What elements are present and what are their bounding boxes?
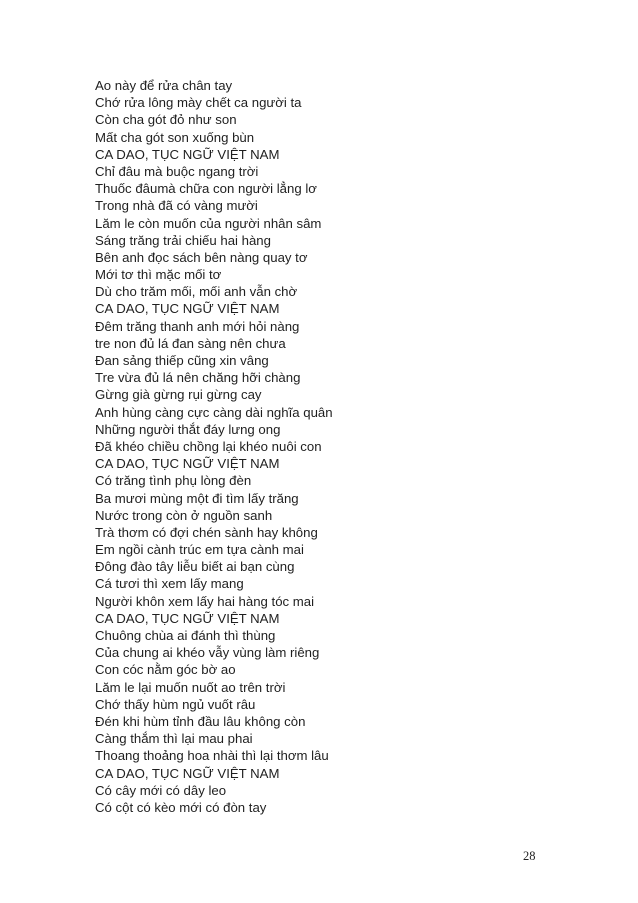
verse-line: Càng thắm thì lại mau phai (95, 731, 253, 747)
section-heading: CA DAO, TỤC NGỮ VIỆT NAM (95, 456, 280, 472)
verse-line: tre non đủ lá đan sàng nên chưa (95, 335, 286, 351)
verse-line: Thoang thoảng hoa nhài thì lại thơm lâu (95, 748, 329, 764)
verse-line: Chỉ đâu mà buộc ngang trời (95, 163, 259, 179)
verse-line: Em ngồi cành trúc em tựa cành mai (95, 542, 304, 558)
verse-line: Đan sảng thiếp cũng xin vâng (95, 353, 269, 368)
verse-line: Dù cho trăm mối, mối anh vẫn chờ (95, 284, 298, 300)
verse-line: Trong nhà đã có vàng mười (95, 198, 258, 214)
verse-line: Những người thắt đáy lưng ong (95, 421, 281, 437)
verse-line: Mới tơ thì mặc mối tơ (95, 267, 222, 283)
verse-line: Thuốc đâumà chữa con người lẳng lơ (95, 181, 317, 197)
verse-line: Của chung ai khéo vẫy vùng làm riêng (95, 645, 320, 661)
page-number: 28 (523, 849, 536, 863)
verse-line: Có trăng tình phụ lòng đèn (95, 473, 252, 489)
verse-line: Con cóc nằm góc bờ ao (95, 662, 236, 678)
section-heading: CA DAO, TỤC NGỮ VIỆT NAM (95, 301, 280, 317)
verse-line: Mất cha gót son xuống bùn (95, 129, 255, 145)
verse-line: Nước trong còn ở nguồn sanh (95, 507, 273, 523)
verse-line: Đông đào tây liễu biết ai bạn cùng (95, 559, 295, 575)
verse-line: Ba mươi mùng một đi tìm lấy trăng (95, 490, 299, 506)
verse-line: Chớ rửa lông mày chết ca người ta (95, 95, 302, 111)
verse-line: Đêm trăng thanh anh mới hỏi nàng (95, 318, 300, 334)
verse-line: Còn cha gót đỏ như son (95, 112, 237, 128)
verse-line: Đã khéo chiều chồng lại khéo nuôi con (95, 438, 322, 454)
verse-line: Anh hùng càng cực càng dài nghĩa quân (95, 404, 333, 420)
verse-line: Người khôn xem lấy hai hàng tóc mai (95, 593, 315, 609)
verse-line: Cá tươi thì xem lấy mang (95, 576, 244, 592)
verse-line: Sáng trăng trải chiếu hai hàng (95, 232, 271, 248)
verse-line: Lăm le lại muốn nuốt ao trên trời (95, 679, 286, 695)
verse-line: Ao này để rửa chân tay (95, 78, 233, 93)
verse-line: Tre vừa đủ lá nên chăng hỡi chàng (95, 370, 301, 386)
verse-line: Bên anh đọc sách bên nàng quay tơ (95, 249, 308, 265)
verse-line: Lăm le còn muốn của người nhân sâm (95, 215, 322, 231)
verse-line: Có cột có kèo mới có đòn tay (95, 799, 267, 815)
verse-line: Chớ thấy hùm ngủ vuốt râu (95, 696, 256, 712)
verse-line: Trà thơm có đợi chén sành hay không (95, 524, 318, 540)
section-heading: CA DAO, TỤC NGỮ VIỆT NAM (95, 765, 280, 781)
verse-line: Chuông chùa ai đánh thì thùng (95, 628, 276, 643)
verse-list (95, 77, 555, 816)
section-heading: CA DAO, TỤC NGỮ VIỆT NAM (95, 146, 280, 162)
verse-line: Gừng già gừng rụi gừng cay (95, 387, 262, 403)
section-heading: CA DAO, TỤC NGỮ VIỆT NAM (95, 610, 280, 626)
verse-line: Đén khi hùm tỉnh đầu lâu không còn (95, 713, 306, 729)
verse-line: Có cây mới có dây leo (95, 782, 227, 798)
